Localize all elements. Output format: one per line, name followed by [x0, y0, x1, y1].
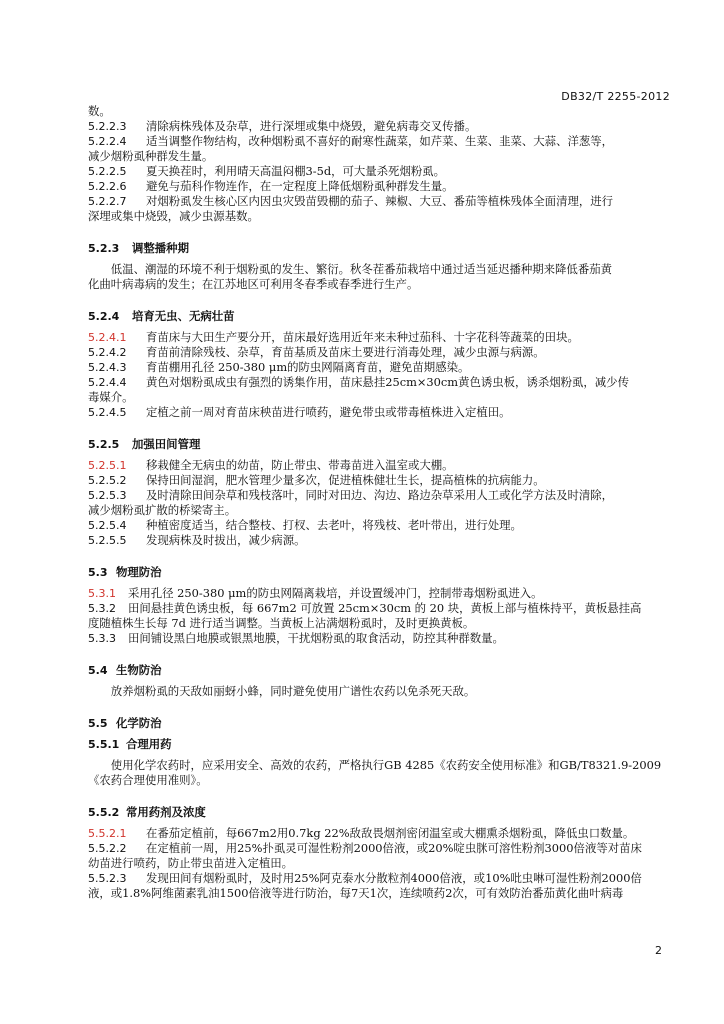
clause-text: 及时清除田间杂草和残枝落叶，同时对田边、沟边、路边杂草采用人工或化学方法及时清除， — [146, 488, 614, 502]
section-number: 5.2.3 — [88, 242, 120, 255]
clause-number: 5.2.4.1 — [88, 331, 127, 344]
section-heading-5-2-3 — [88, 241, 674, 256]
clause-number: 5.2.2.4 — [88, 135, 127, 148]
clause-5-2-2-4 — [88, 134, 674, 149]
clause-number: 5.2.5.3 — [88, 489, 127, 502]
clause-number: 5.2.2.7 — [88, 195, 127, 208]
clause-5-5-2-3 — [88, 871, 674, 886]
section-number: 5.5.2 — [88, 806, 120, 819]
section-title: 生物防治 — [116, 663, 162, 677]
section-number: 5.2.4 — [88, 310, 120, 323]
clause-text: 种植密度适当，结合整枝、打杈、去老叶，将残枝、老叶带出，进行处理。 — [146, 518, 522, 532]
clause-number: 5.2.5.4 — [88, 519, 127, 532]
section-title: 调整播种期 — [132, 241, 189, 255]
clause-5-3-1 — [88, 586, 674, 601]
section-heading-5-3 — [88, 565, 674, 580]
clause-number: 5.2.4.3 — [88, 361, 127, 374]
document-code: DB32/T 2255-2012 — [561, 90, 670, 103]
section-title: 加强田间管理 — [132, 437, 201, 451]
clause-5-2-5-1 — [88, 458, 674, 473]
clause-5-2-2-6 — [88, 179, 674, 194]
clause-5-2-4-3 — [88, 360, 674, 375]
clause-number: 5.2.2.3 — [88, 120, 127, 133]
clause-text: 采用孔径 250-380 μm的防虫网隔离栽培，并设置缓冲门，控制带毒烟粉虱进入。 — [128, 586, 543, 600]
clause-5-5-2-1 — [88, 826, 674, 841]
clause-5-2-2-7 — [88, 194, 674, 209]
clause-number: 5.3.1 — [88, 587, 116, 600]
clause-text: 发现病株及时拔出，减少病源。 — [146, 533, 306, 547]
section-heading-5-5-2 — [88, 805, 674, 820]
section-heading-5-5-1 — [88, 737, 674, 752]
section-title: 常用药剂及浓度 — [126, 805, 206, 819]
clause-number: 5.2.5.5 — [88, 534, 127, 547]
clause-5-2-5-2 — [88, 473, 674, 488]
clause-text: 育苗棚用孔径 250-380 μm的防虫网隔离育苗，避免苗期感染。 — [146, 360, 470, 374]
paragraph-line: 《农药合理使用准则》。 — [88, 773, 208, 787]
clause-number: 5.2.4.5 — [88, 406, 127, 419]
clause-text-continuation: 深埋或集中烧毁，减少虫源基数。 — [88, 209, 259, 223]
clause-5-2-5-3 — [88, 488, 674, 503]
section-heading-5-2-4 — [88, 309, 674, 324]
section-heading-5-4 — [88, 663, 674, 678]
clause-number: 5.5.2.2 — [88, 842, 127, 855]
clause-number: 5.2.2.5 — [88, 165, 127, 178]
clause-text-continuation: 减少烟粉虱种群发生量。 — [88, 149, 214, 163]
clause-text-continuation: 减少烟粉虱扩散的桥梁寄主。 — [88, 503, 237, 517]
section-number: 5.4 — [88, 664, 108, 677]
clause-text: 在定植前一周，用25%扑虱灵可湿性粉剂2000倍液，或20%啶虫脒可溶性粉剂3000倍液等对苗床 — [146, 841, 642, 855]
clause-5-2-4-2 — [88, 345, 674, 360]
clause-text: 移栽健全无病虫的幼苗，防止带虫、带毒苗进入温室或大棚。 — [146, 458, 454, 472]
clause-text: 在番茄定植前，每667m2用0.7kg 22%敌敌畏烟剂密闭温室或大棚熏杀烟粉虱，降低虫口数量。 — [146, 826, 635, 840]
clause-5-3-2 — [88, 601, 674, 616]
section-title: 化学防治 — [116, 716, 162, 730]
clause-text: 育苗前清除残枝、杂草，育苗基质及苗床土要进行消毒处理，减少虫源与病源。 — [146, 345, 545, 359]
clause-5-2-5-5 — [88, 533, 674, 548]
section-title: 培育无虫、无病壮苗 — [132, 309, 235, 323]
clause-number: 5.3.3 — [88, 632, 116, 645]
clause-text-continuation: 度随植株生长每 7d 进行适当调整。当黄板上沾满烟粉虱时，及时更换黄板。 — [88, 616, 475, 630]
clause-text: 育苗床与大田生产要分开，苗床最好选用近年来未种过茄科、十字花科等蔬菜的田块。 — [146, 330, 579, 344]
clause-number: 5.2.5.1 — [88, 459, 127, 472]
document-body — [88, 104, 674, 901]
clause-5-2-4-4 — [88, 375, 674, 390]
clause-number: 5.2.4.2 — [88, 346, 127, 359]
clause-text: 避免与茄科作物连作，在一定程度上降低烟粉虱种群发生量。 — [146, 179, 454, 193]
paragraph-line: 放养烟粉虱的天敌如丽蚜小蜂，同时避免使用广谱性农药以免杀死天敌。 — [110, 684, 476, 698]
clause-number: 5.2.2.6 — [88, 180, 127, 193]
paragraph-line: 低温、潮湿的环境不利于烟粉虱的发生、繁衍。秋冬茬番茄栽培中通过适当延迟播种期来降低番茄黄 — [110, 262, 612, 276]
clause-5-2-5-4 — [88, 518, 674, 533]
section-number: 5.5.1 — [88, 738, 120, 751]
clause-text-continuation: 液，或1.8%阿维菌素乳油1500倍液等进行防治，每7天1次，连续喷药2次，可有效防治番茄黄化曲叶病毒 — [88, 886, 624, 900]
clause-5-5-2-2 — [88, 841, 674, 856]
clause-text-continuation: 幼苗进行喷药，防止带虫苗进入定植田。 — [88, 856, 294, 870]
clause-5-2-4-1 — [88, 330, 674, 345]
clause-text: 定植之前一周对育苗床秧苗进行喷药，避免带虫或带毒植株进入定植田。 — [146, 405, 511, 419]
clause-text: 发现田间有烟粉虱时，及时用25%阿克泰水分散粒剂4000倍液，或10%吡虫啉可湿性粉剂2000倍 — [146, 871, 642, 885]
clause-text: 田间悬挂黄色诱虫板，每 667m2 可放置 25cm×30cm 的 20 块，黄板上部与植株持平，黄板悬挂高 — [128, 601, 642, 615]
clause-text: 黄色对烟粉虱成虫有强烈的诱集作用，苗床悬挂25cm×30cm黄色诱虫板，诱杀烟粉虱，减少传 — [146, 375, 629, 389]
clause-text: 适当调整作物结构，改种烟粉虱不喜好的耐寒性蔬菜，如芹菜、生菜、韭菜、大蒜、洋葱等， — [146, 134, 614, 148]
clause-5-3-3 — [88, 631, 674, 646]
section-number: 5.3 — [88, 566, 108, 579]
clause-text-continuation: 毒媒介。 — [88, 390, 134, 404]
clause-number: 5.2.4.4 — [88, 376, 127, 389]
paragraph-line: 使用化学农药时，应采用安全、高效的农药，严格执行GB 4285《农药安全使用标准》和GB/T8321.9-2009 — [110, 758, 662, 772]
clause-number: 5.2.5.2 — [88, 474, 127, 487]
clause-5-2-2-5 — [88, 164, 674, 179]
clause-number: 5.5.2.1 — [88, 827, 127, 840]
page-number: 2 — [655, 944, 662, 957]
clause-number: 5.3.2 — [88, 602, 116, 615]
paragraph-line: 化曲叶病毒病的发生；在江苏地区可利用冬春季或春季进行生产。 — [88, 277, 419, 291]
clause-number: 5.5.2.3 — [88, 872, 127, 885]
section-number: 5.2.5 — [88, 438, 120, 451]
section-title: 合理用药 — [126, 737, 172, 751]
section-heading-5-2-5 — [88, 437, 674, 452]
clause-5-2-2-3 — [88, 119, 674, 134]
clause-text: 田间铺设黑白地膜或银黑地膜，干扰烟粉虱的取食活动，防控其种群数量。 — [128, 631, 504, 645]
clause-5-2-4-5 — [88, 405, 674, 420]
clause-text: 夏天换茬时，利用晴天高温闷棚3-5d，可大量杀死烟粉虱。 — [146, 164, 446, 178]
clause-text: 对烟粉虱发生核心区内因虫灾毁苗毁棚的茄子、辣椒、大豆、番茄等植株残体全面清理，进行 — [146, 194, 614, 208]
section-heading-5-5 — [88, 716, 674, 731]
section-number: 5.5 — [88, 717, 108, 730]
paragraph-continuation: 数。 — [88, 104, 111, 118]
clause-text: 清除病株残体及杂草，进行深埋或集中烧毁，避免病毒交叉传播。 — [146, 119, 477, 133]
section-title: 物理防治 — [116, 565, 162, 579]
clause-text: 保持田间湿润，肥水管理少量多次，促进植株健壮生长，提高植株的抗病能力。 — [146, 473, 545, 487]
